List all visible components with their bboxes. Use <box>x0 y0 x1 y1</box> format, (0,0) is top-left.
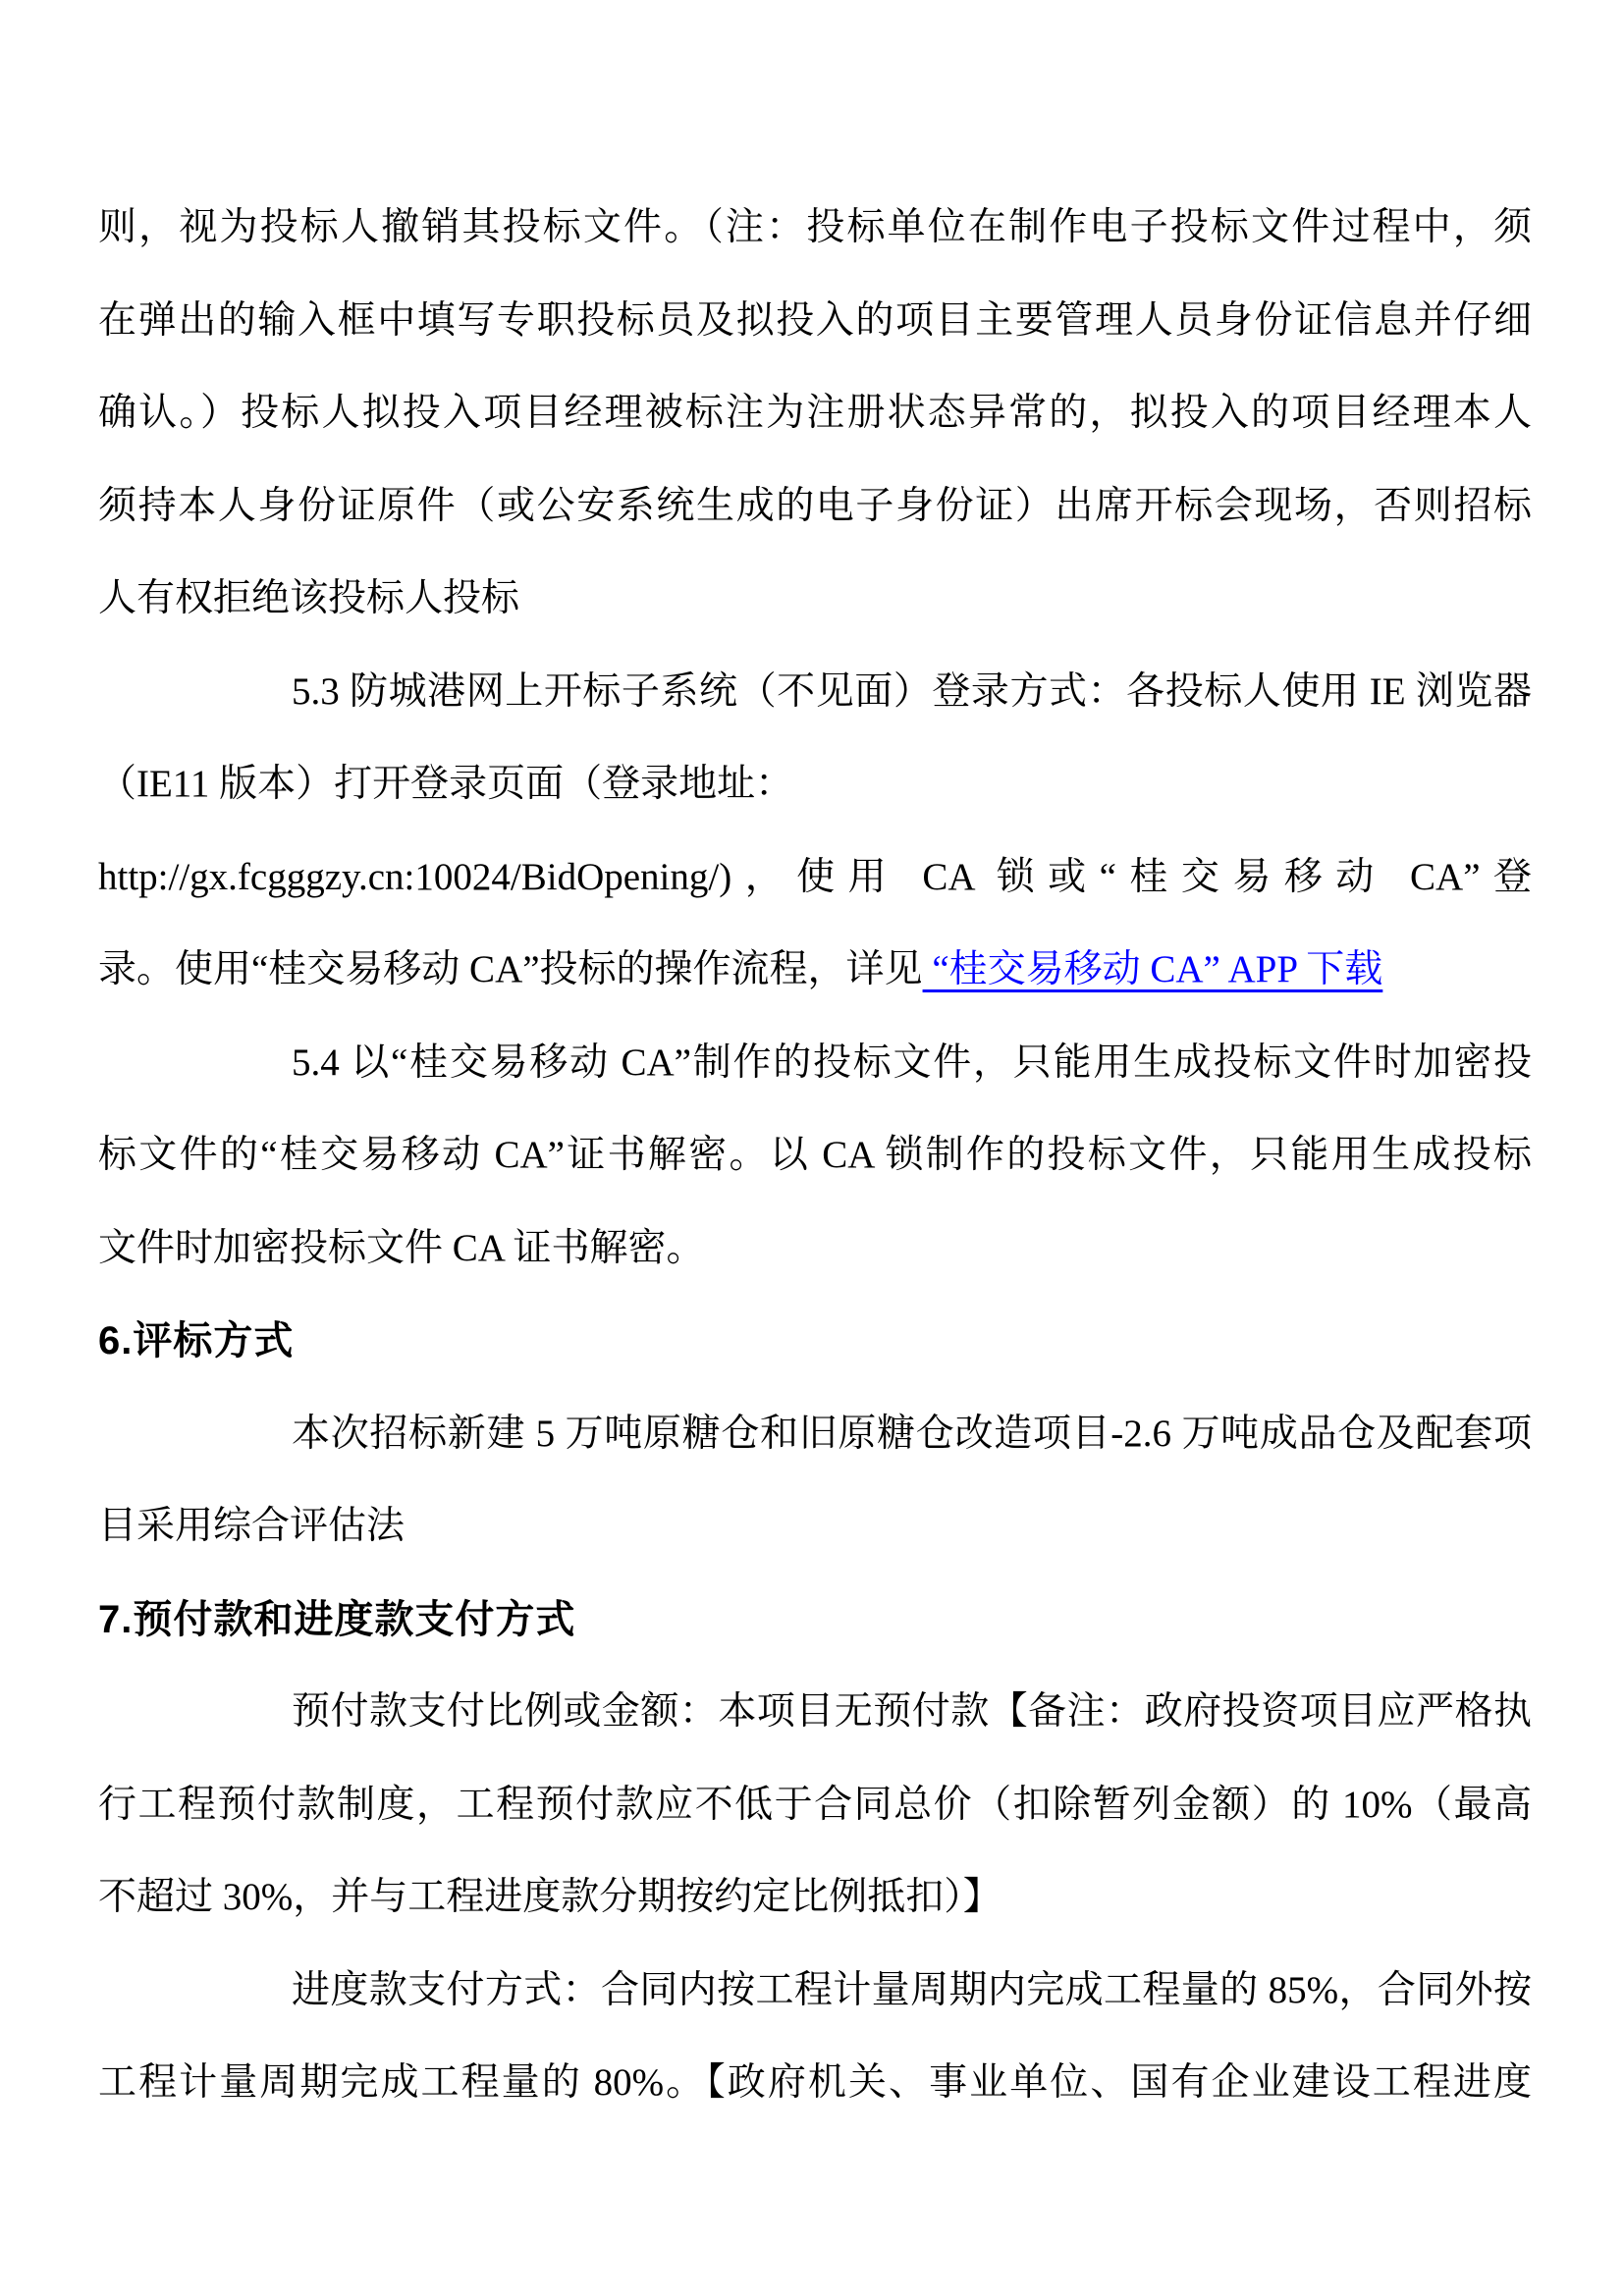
text-line: 进度款支付方式：合同内按工程计量周期内完成工程量的 85%，合同外按 <box>292 1968 1532 2011</box>
text-line: 须持本人身份证原件（或公安系统生成的电子身份证）出席开标会现场，否则招标 <box>98 484 1532 527</box>
text-line: 目采用综合评估法 <box>98 1505 406 1547</box>
text-line: 录。使用“桂交易移动 CA”投标的操作流程，详见 “桂交易移动 CA” APP 下载 <box>98 948 1383 990</box>
heading-7-payment-method: 7.预付款和进度款支付方式 <box>98 1597 576 1641</box>
text-line: 人有权拒绝该投标人投标 <box>98 577 520 619</box>
document-body <box>98 182 1532 2130</box>
heading-6-evaluation-method: 6.评标方式 <box>98 1319 295 1362</box>
text-line: 预付款支付比例或金额：本项目无预付款【备注：政府投资项目应严格执 <box>292 1690 1532 1733</box>
text-line: 5.3 防城港网上开标子系统（不见面）登录方式：各投标人使用 IE 浏览器 <box>292 669 1532 713</box>
text-line: 不超过 30%，并与工程进度款分期按约定比例抵扣）】 <box>98 1876 1001 1918</box>
text-line: （IE11 版本）打开登录页面（登录地址： <box>98 763 794 805</box>
text-line: 确认。）投标人拟投入项目经理被标注为注册状态异常的，拟投入的项目经理本人 <box>98 392 1532 434</box>
text-line: http://gx.fcgggzy.cn:10024/BidOpening/)，使用 CA 锁或“桂交易移动 CA”登 <box>98 855 1532 898</box>
text-line: 5.4 以“桂交易移动 CA”制作的投标文件，只能用生成投标文件时加密投 <box>292 1041 1532 1084</box>
text-line: 本次招标新建 5 万吨原糖仓和旧原糖仓改造项目-2.6 万吨成品仓及配套项 <box>292 1412 1532 1455</box>
text-line: 行工程预付款制度，工程预付款应不低于合同总价（扣除暂列金额）的 10%（最高 <box>98 1783 1532 1826</box>
text-line: 在弹出的输入框中填写专职投标员及拟投入的项目主要管理人员身份证信息并仔细 <box>98 298 1532 342</box>
text-line: 文件时加密投标文件 CA 证书解密。 <box>98 1226 705 1269</box>
text-line: 则，视为投标人撤销其投标文件。（注：投标单位在制作电子投标文件过程中，须 <box>98 206 1532 248</box>
ca-app-download-link[interactable]: “桂交易移动 CA” APP 下载 <box>922 948 1383 990</box>
text-line: 标文件的“桂交易移动 CA”证书解密。以 CA 锁制作的投标文件，只能用生成投标 <box>98 1134 1532 1176</box>
text-line: 工程计量周期完成工程量的 80%。【政府机关、事业单位、国有企业建设工程进度 <box>98 2061 1532 2104</box>
